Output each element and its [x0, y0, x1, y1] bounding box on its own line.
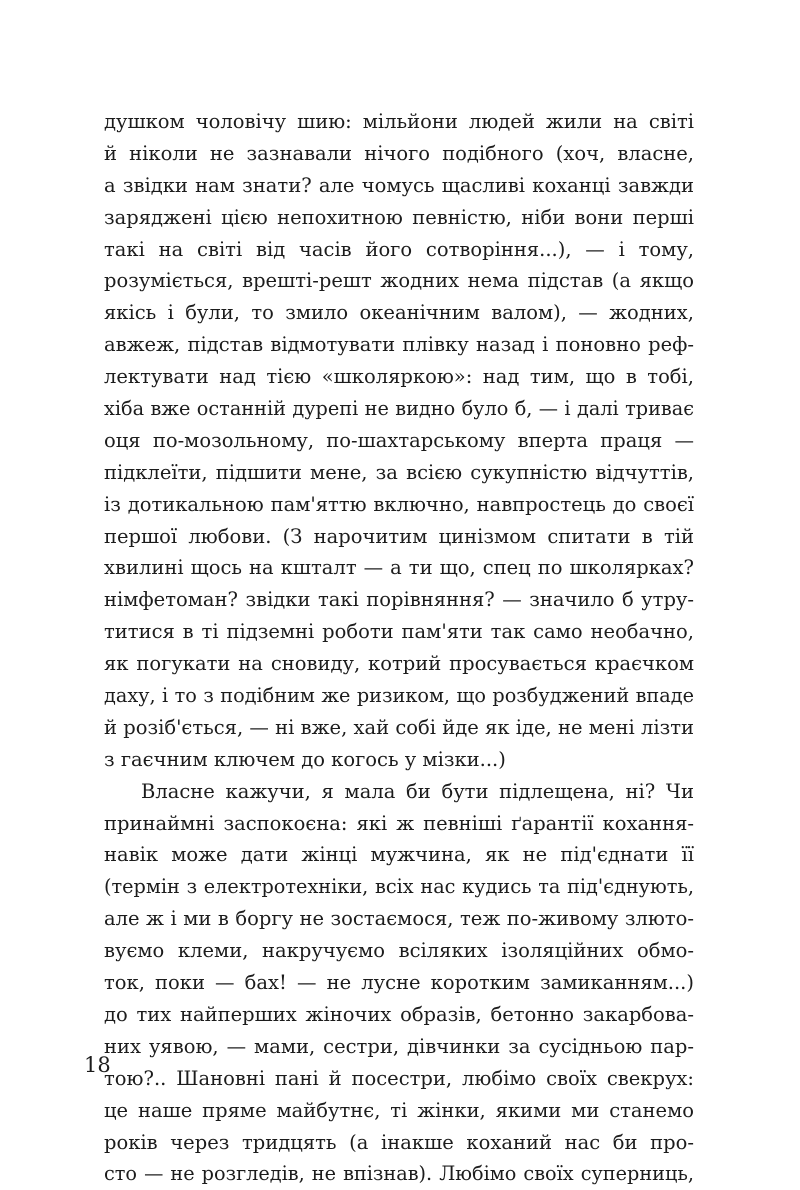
text-line: й ніколи не зазнавали нічого подібного (хоч, власне, — [104, 141, 694, 165]
text-line: із дотикальною пам'яттю включно, навпростець до своєї — [104, 492, 694, 516]
text-line: до тих найперших жіночих образів, бетонно закарбова- — [104, 1002, 694, 1026]
text-line: як погукати на сновиду, котрий просувається краєчком — [104, 652, 694, 676]
text-line: титися в ті підземні роботи пам'яти так само необачно, — [104, 620, 694, 644]
body-text — [104, 106, 694, 1190]
text-line: німфетоман? звідки такі порівняння? — значило б утру- — [104, 588, 694, 612]
text-line: вуємо клеми, накручуємо всіляких ізоляційних обмо- — [104, 939, 694, 963]
text-line: такі на світі від часів його сотворіння...), — і тому, — [104, 237, 694, 261]
text-line: (термін з електротехніки, всіх нас кудись та під'єднують, — [104, 875, 694, 899]
text-line: але ж і ми в боргу не зостаємося, теж по-живому злюто- — [104, 907, 694, 931]
text-line: принаймні заспокоєна: які ж певніші ґарантії кохання- — [104, 811, 694, 835]
text-line: лектувати над тією «школяркою»: над тим, що в тобі, — [104, 365, 694, 389]
text-line: тою?.. Шановні пані й посестри, любімо своїх свекрух: — [104, 1066, 694, 1090]
text-line: ток, поки — бах! — не лусне коротким замиканням...) — [104, 971, 694, 995]
text-line: душком чоловічу шию: мільйони людей жили на світі — [104, 110, 694, 133]
text-line: оця по-мозольному, по-шахтарському вперта праця — — [104, 428, 694, 452]
text-line: даху, і то з подібним же ризиком, що розбуджений впаде — [104, 684, 694, 708]
text-line: якісь і були, то змило океанічним валом), — жодних, — [104, 301, 694, 325]
text-line: й розіб'ється, — ні вже, хай собі йде як іде, не мені лізти — [104, 715, 694, 739]
text-line: хіба вже останній дурепі не видно було б, — і далі триває — [104, 397, 694, 421]
text-line: років через тридцять (а інакше коханий нас би про- — [104, 1130, 694, 1154]
paragraph-start-line: Власне кажучи, я мала би бути підлещена, ні? Чи — [141, 779, 694, 803]
text-line: сто — не розгледів, не впізнав). Любімо своїх суперниць, — [104, 1162, 694, 1186]
text-line: розуміється, врешті-решт жодних нема підстав (а якщо — [104, 269, 694, 293]
paragraph-end-line: з гаєчним ключем до когось у мізки...) — [104, 747, 506, 771]
text-line: заряджені цією непохитною певністю, ніби вони перші — [104, 205, 694, 229]
text-line: них уявою, — мами, сестри, дівчинки за сусідньою пар- — [104, 1034, 694, 1058]
text-line: хвилині щось на кшталт — а ти що, спец по школярках? — [104, 556, 694, 580]
text-line: авжеж, підстав відмотувати плівку назад і поновно реф- — [104, 333, 694, 357]
text-line: підклеїти, підшити мене, за всією сукупністю відчуттів, — [104, 460, 694, 484]
text-line: першої любови. (З нарочитим цинізмом спитати в тій — [104, 524, 694, 548]
page-number: 18 — [84, 1053, 111, 1077]
text-line: навік може дати жінці мужчина, як не під'єднати її — [104, 843, 694, 867]
text-line: а звідки нам знати? але чомусь щасливі коханці завжди — [104, 173, 694, 197]
text-line: це наше пряме майбутнє, ті жінки, якими ми станемо — [104, 1098, 694, 1122]
